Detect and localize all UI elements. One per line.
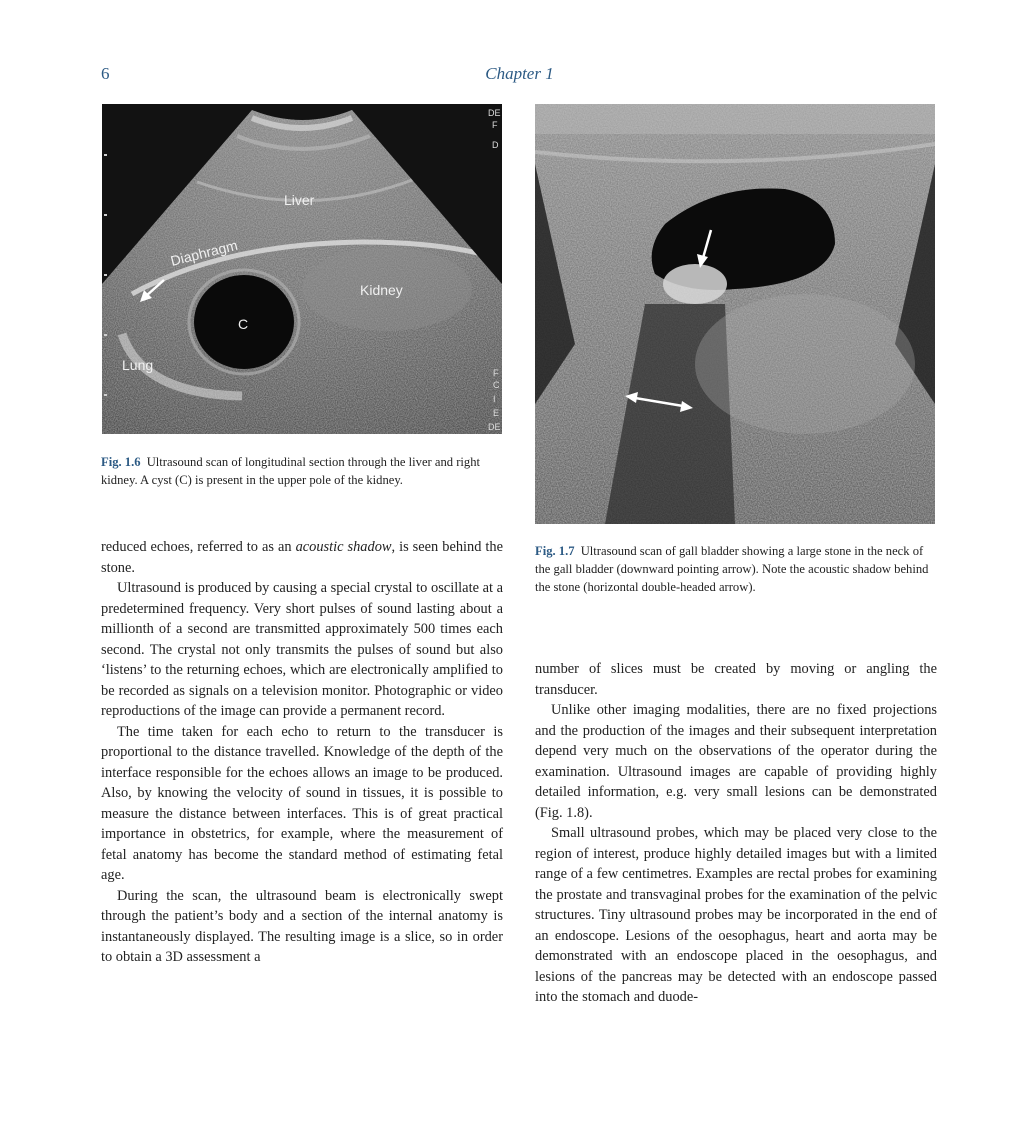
- paragraph: [101, 537, 503, 578]
- paragraph: During the scan, the ultrasound beam is electronically swept through the patient’s body and a section of the internal anatomy is instantaneously displayed. The resulting image is a slice, so in order to obtain a 3D assessment a: [101, 887, 503, 965]
- figure-1-7-caption-text: Ultrasound scan of gall bladder showing a large stone in the neck of the gall bladder (downward pointing arrow). Note the acoustic shadow behind the stone (horizontal double-headed arrow).: [535, 544, 929, 594]
- right-text-column: [535, 659, 937, 1008]
- liver-kidney-scan: [102, 104, 502, 434]
- paragraph: number of slices must be created by moving or angling the transducer.: [535, 661, 937, 698]
- svg-text:DE: DE: [488, 422, 501, 432]
- figure-1-7-caption: [535, 542, 937, 596]
- label-kidney: Kidney: [360, 282, 403, 298]
- figure-1-7-ultrasound-image: [535, 104, 935, 524]
- svg-text:D: D: [492, 140, 499, 150]
- svg-text:F: F: [493, 368, 499, 378]
- svg-text:C: C: [493, 380, 500, 390]
- svg-text:E: E: [493, 408, 500, 418]
- label-liver: Liver: [284, 192, 315, 208]
- figure-1-7-label: Fig. 1.7: [535, 544, 575, 558]
- paragraph: Unlike other imaging modalities, there are no fixed projections and the production of the images and their subsequent interpretation depend very much on the observations of the operator during the examination. Ultrasound images are capable of providing highly detailed information, e.g. very small lesions can be demonstrated (Fig. 1.8).: [535, 702, 937, 821]
- label-diaphragm: Diaphragm: [168, 236, 240, 269]
- figure-1-6-label: Fig. 1.6: [101, 455, 141, 469]
- paragraph: Small ultrasound probes, which may be placed very close to the region of interest, produce highly detailed images but with a limited range of a few centimetres. Examples are rectal probes for examining the prostate and transvaginal probes for the examination of the pelvic structures. Tiny ultrasound probes may be incorporated in the end of an endoscope. Lesions of the oesophagus, heart and aorta may be demonstrated with an endoscope placed in the oesophagus, and lesions of the pancreas may be detected with an endoscope passed into the stomach and duode-: [535, 825, 937, 1005]
- paragraph: Ultrasound is produced by causing a special crystal to oscillate at a predetermined frequency. Very short pulses of sound lasting about a millionth of a second are transmitted approximately 500 times each second. The crystal not only transmits the pulses of sound but also ‘listens’ to the returning echoes, which are electronically amplified to be recorded as signals on a television monitor. Photographic or video reproductions of the image can provide a permanent record.: [101, 580, 503, 719]
- label-lung: Lung: [122, 357, 154, 373]
- page-number: 6: [101, 64, 110, 83]
- chapter-title: Chapter 1: [485, 64, 554, 83]
- emphasized-term: acoustic shadow: [295, 539, 392, 555]
- label-cyst: C: [238, 316, 249, 332]
- paragraph-text: , is seen behind the stone.: [101, 539, 503, 576]
- running-header: [0, 60, 1019, 90]
- figure-1-6-caption-text: Ultrasound scan of longitudinal section through the liver and right kidney. A cyst (C) is present in the upper pole of the kidney.: [101, 455, 481, 487]
- svg-text:DE: DE: [488, 108, 501, 118]
- figure-1-6-caption: [101, 453, 503, 489]
- gall-bladder-scan: [535, 104, 935, 524]
- left-text-column: [101, 537, 503, 968]
- svg-text:I: I: [493, 394, 496, 404]
- paragraph: The time taken for each echo to return to the transducer is proportional to the distance travelled. Knowledge of the depth of the interface responsible for the echoes allows an image to be produced. Also, by knowing the velocity of sound in tissues, it is possible to measure the distance between interfaces. This is of great practical importance in obstetrics, for example, where the measurement of fetal anatomy has become the standard method of estimating fetal age.: [101, 723, 503, 883]
- svg-text:F: F: [492, 120, 498, 130]
- paragraph-text: reduced echoes, referred to as an: [101, 539, 296, 555]
- figure-1-6-ultrasound-image: [102, 104, 502, 434]
